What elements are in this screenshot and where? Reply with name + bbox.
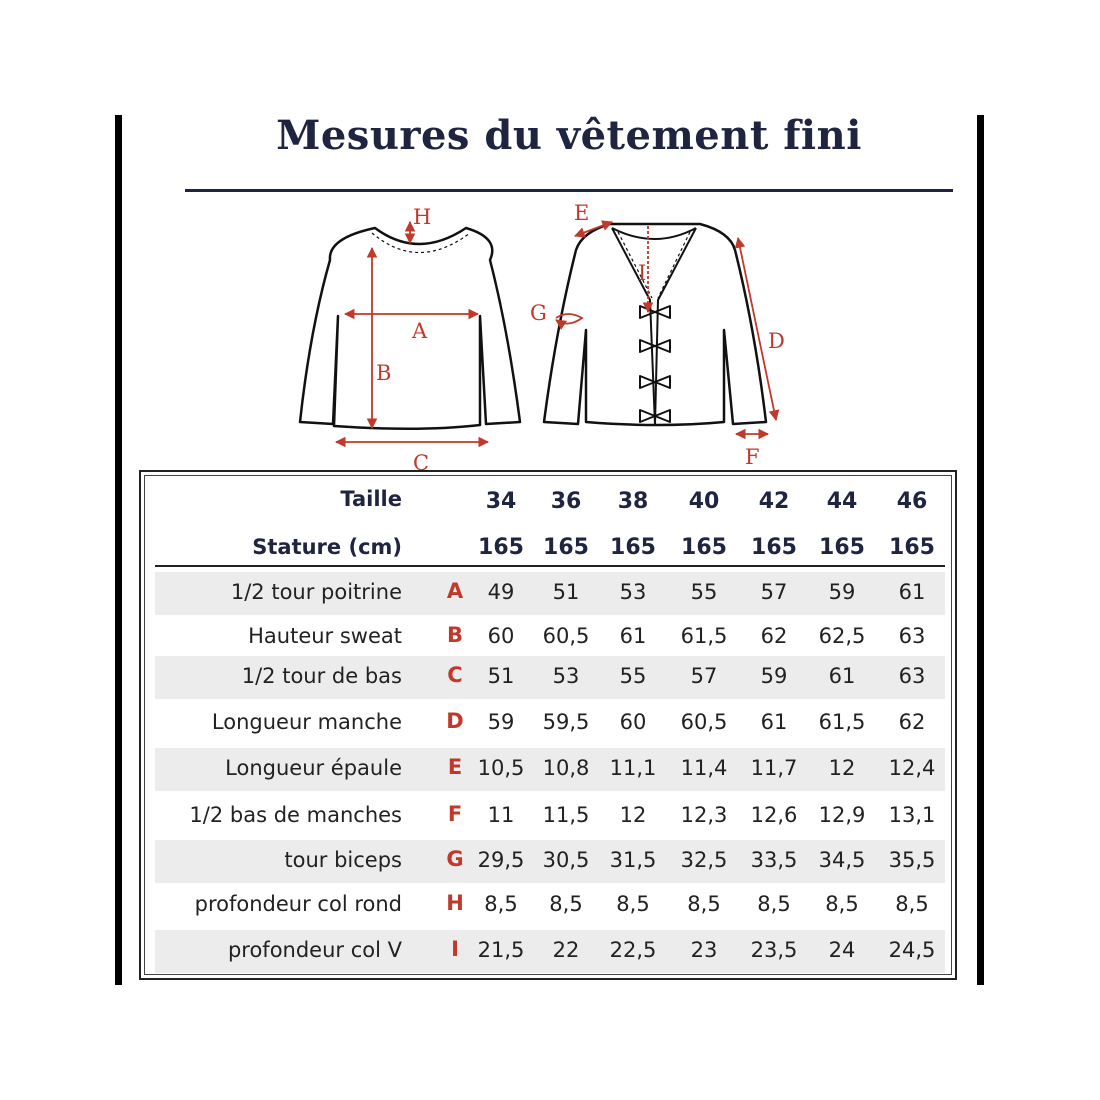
sweatshirt-drawing (300, 228, 520, 429)
table-row (155, 930, 945, 973)
label-h: H (413, 205, 432, 229)
stature-header-cell: 165 (610, 535, 656, 560)
table-cell: 8,5 (895, 892, 929, 916)
row-letter: H (446, 891, 464, 915)
row-letter: I (451, 937, 459, 961)
table-cell: 23,5 (750, 938, 798, 962)
table-cell: 12,4 (888, 756, 936, 780)
table-cell: 51 (552, 580, 580, 604)
header-divider (155, 565, 945, 567)
size-header-cell: 46 (896, 489, 928, 514)
table-row (155, 748, 945, 791)
row-label: 1/2 bas de manches (189, 803, 402, 827)
label-f: F (745, 445, 760, 469)
table-cell: 11 (487, 803, 515, 827)
row-letter: E (447, 755, 463, 779)
table-cell: 34,5 (818, 848, 866, 872)
table-cell: 53 (619, 580, 647, 604)
table-cell: 12 (828, 756, 856, 780)
stature-header-cell: 165 (478, 535, 524, 560)
table-row (155, 702, 945, 745)
stature-header-cell: 165 (751, 535, 797, 560)
row-letter: C (447, 663, 463, 687)
table-cell: 10,8 (542, 756, 590, 780)
table-cell: 62 (898, 710, 926, 734)
label-i: I (638, 261, 647, 285)
table-cell: 11,1 (609, 756, 657, 780)
table-cell: 49 (487, 580, 515, 604)
table-cell: 12 (619, 803, 647, 827)
table-cell: 63 (898, 624, 926, 648)
table-cell: 22,5 (609, 938, 657, 962)
stature-header-cell: 165 (543, 535, 589, 560)
size-header-cell: 42 (758, 489, 790, 514)
table-cell: 12,9 (818, 803, 866, 827)
size-header-cell: 40 (688, 489, 720, 514)
size-header-cell: 44 (826, 489, 858, 514)
cardigan-drawing (544, 224, 766, 425)
row-label: 1/2 tour de bas (241, 664, 402, 688)
table-cell: 55 (690, 580, 718, 604)
table-cell: 62 (760, 624, 788, 648)
table-cell: 60,5 (542, 624, 590, 648)
size-header-cell: 38 (617, 489, 649, 514)
table-cell: 12,6 (750, 803, 798, 827)
table-cell: 60 (487, 624, 515, 648)
row-label: tour biceps (284, 848, 402, 872)
table-cell: 55 (619, 664, 647, 688)
label-d: D (768, 329, 785, 353)
table-cell: 24,5 (888, 938, 936, 962)
table-cell: 31,5 (609, 848, 657, 872)
row-letter: A (446, 579, 464, 603)
table-cell: 21,5 (477, 938, 525, 962)
row-label: profondeur col rond (194, 892, 402, 916)
label-e: E (574, 201, 590, 225)
table-cell: 61 (619, 624, 647, 648)
row-letter: F (447, 802, 463, 826)
table-cell: 8,5 (616, 892, 650, 916)
table-cell: 8,5 (549, 892, 583, 916)
table-cell: 8,5 (484, 892, 518, 916)
table-cell: 29,5 (477, 848, 525, 872)
table-cell: 62,5 (818, 624, 866, 648)
table-cell: 11,7 (750, 756, 798, 780)
size-header-label: Taille (340, 487, 402, 511)
label-b: B (376, 361, 392, 385)
table-cell: 63 (898, 664, 926, 688)
table-row (155, 616, 945, 659)
table-cell: 33,5 (750, 848, 798, 872)
table-row (155, 840, 945, 883)
label-c: C (413, 451, 430, 470)
row-letter: B (446, 623, 463, 647)
garment-diagrams (0, 0, 1100, 470)
table-cell: 35,5 (888, 848, 936, 872)
page-title: Mesures du vêtement fini (276, 112, 862, 159)
table-row (155, 795, 945, 838)
table-cell: 8,5 (687, 892, 721, 916)
table-cell: 61,5 (680, 624, 728, 648)
row-letter: D (446, 709, 464, 733)
stature-header-cell: 165 (681, 535, 727, 560)
table-cell: 59 (487, 710, 515, 734)
table-cell: 61 (828, 664, 856, 688)
table-cell: 8,5 (825, 892, 859, 916)
table-cell: 8,5 (757, 892, 791, 916)
row-label: Longueur manche (211, 710, 402, 734)
size-header-cell: 36 (550, 489, 582, 514)
row-letter: G (446, 847, 464, 871)
table-cell: 32,5 (680, 848, 728, 872)
table-cell: 60,5 (680, 710, 728, 734)
table-row (155, 572, 945, 615)
table-cell: 53 (552, 664, 580, 688)
table-cell: 59,5 (542, 710, 590, 734)
table-cell: 23 (690, 938, 718, 962)
row-label: Hauteur sweat (248, 624, 402, 648)
label-a: A (412, 319, 428, 343)
table-cell: 57 (760, 580, 788, 604)
row-label: Longueur épaule (225, 756, 402, 780)
table-row (155, 656, 945, 699)
table-cell: 13,1 (888, 803, 936, 827)
table-cell: 22 (552, 938, 580, 962)
table-cell: 51 (487, 664, 515, 688)
stature-header-cell: 165 (889, 535, 935, 560)
table-cell: 61 (760, 710, 788, 734)
table-cell: 11,4 (680, 756, 728, 780)
table-cell: 61,5 (818, 710, 866, 734)
label-g: G (530, 301, 547, 325)
table-cell: 12,3 (680, 803, 728, 827)
stature-header-cell: 165 (819, 535, 865, 560)
table-cell: 61 (898, 580, 926, 604)
table-cell: 30,5 (542, 848, 590, 872)
table-cell: 60 (619, 710, 647, 734)
size-header-cell: 34 (485, 489, 517, 514)
table-cell: 59 (760, 664, 788, 688)
table-cell: 57 (690, 664, 718, 688)
measurement-arrows (336, 222, 776, 442)
table-row (155, 884, 945, 927)
row-label: 1/2 tour poitrine (230, 580, 402, 604)
table-cell: 11,5 (542, 803, 590, 827)
table-cell: 10,5 (477, 756, 525, 780)
table-cell: 24 (828, 938, 856, 962)
stature-header-label: Stature (cm) (252, 535, 402, 559)
row-label: profondeur col V (227, 938, 402, 962)
table-cell: 59 (828, 580, 856, 604)
